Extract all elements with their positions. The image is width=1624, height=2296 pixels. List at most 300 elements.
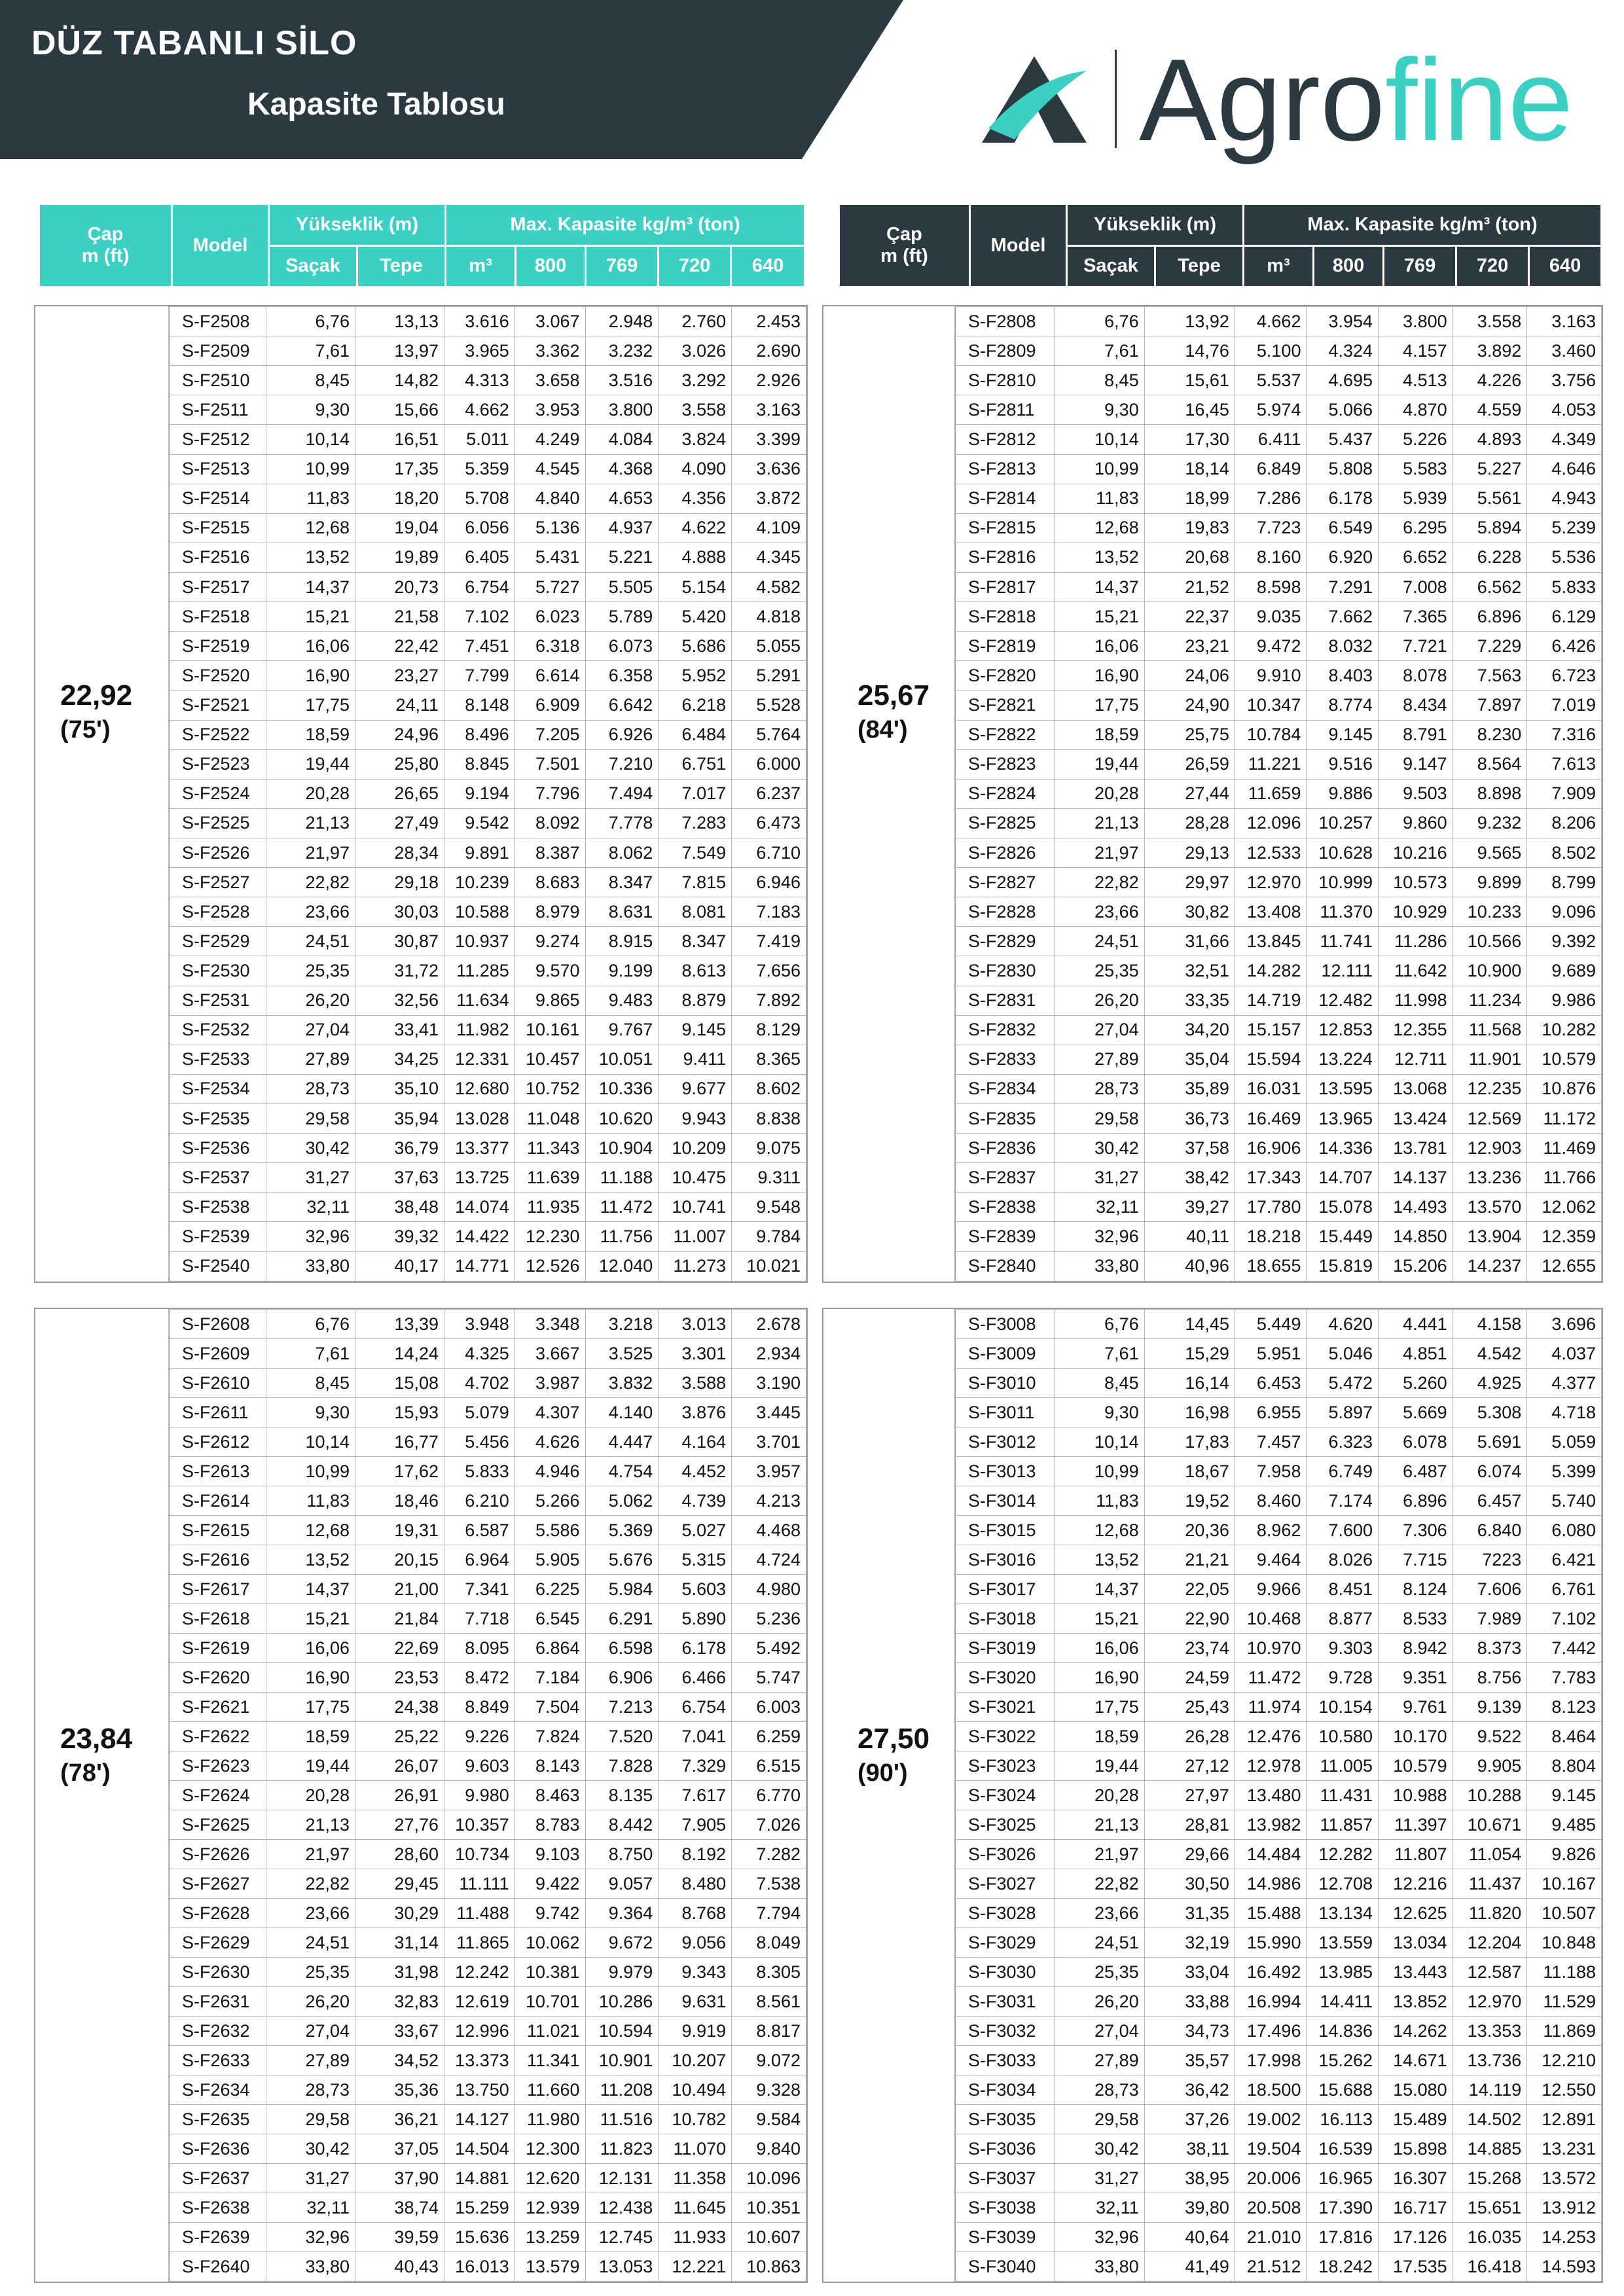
table-row: [169, 1545, 806, 1575]
value-cell: 11.756: [585, 1222, 659, 1251]
model-cell: S-F2521: [169, 691, 266, 720]
table-row: [955, 1222, 1602, 1251]
model-cell: S-F3035: [955, 2105, 1055, 2134]
value-cell: 9.422: [514, 1869, 585, 1899]
value-cell: 4.937: [585, 513, 659, 543]
model-cell: S-F2832: [955, 1015, 1055, 1045]
value-cell: 38,74: [355, 2193, 444, 2223]
value-cell: 11.488: [444, 1899, 515, 1928]
value-cell: 6.318: [514, 632, 585, 661]
value-cell: 7,61: [266, 1339, 355, 1369]
value-cell: 6.946: [732, 868, 806, 897]
value-cell: 10.257: [1307, 808, 1379, 838]
value-cell: 12.526: [514, 1251, 585, 1282]
value-cell: 8.502: [1527, 838, 1602, 867]
value-cell: 21,84: [355, 1604, 444, 1634]
value-cell: 4.739: [659, 1486, 732, 1516]
value-cell: 5.897: [1307, 1398, 1379, 1427]
value-cell: 9.677: [659, 1074, 732, 1103]
header-640: 640: [1529, 245, 1602, 287]
table-row: [955, 1398, 1602, 1427]
value-cell: 5.308: [1453, 1398, 1527, 1427]
table-row: [169, 2252, 806, 2282]
header-800: 800: [516, 245, 586, 287]
value-cell: 13.068: [1379, 1074, 1453, 1103]
value-cell: 36,79: [355, 1134, 444, 1163]
value-cell: 5.046: [1307, 1339, 1379, 1369]
value-cell: 9.139: [1453, 1693, 1527, 1722]
value-cell: 9.485: [1527, 1810, 1602, 1840]
value-cell: 10.863: [732, 2252, 806, 2282]
value-cell: 28,81: [1144, 1810, 1235, 1840]
value-cell: 5.260: [1379, 1369, 1453, 1398]
value-cell: 11.568: [1453, 1015, 1527, 1045]
value-cell: 25,35: [1054, 956, 1144, 986]
value-cell: 8.564: [1453, 749, 1527, 779]
value-cell: 6.549: [1307, 513, 1379, 543]
value-cell: 3.658: [514, 366, 585, 395]
value-cell: 35,10: [355, 1074, 444, 1103]
value-cell: 27,76: [355, 1810, 444, 1840]
value-cell: 25,22: [355, 1722, 444, 1751]
value-cell: 16,06: [266, 632, 355, 661]
value-cell: 11.529: [1527, 1987, 1602, 2017]
value-cell: 11.974: [1235, 1693, 1307, 1722]
value-cell: 8.387: [514, 838, 585, 867]
value-cell: 3.460: [1527, 336, 1602, 366]
header-640: 640: [731, 245, 805, 287]
value-cell: 31,98: [355, 1958, 444, 1987]
value-cell: 11.286: [1379, 927, 1453, 956]
value-cell: 6,76: [1054, 1310, 1144, 1339]
value-cell: 38,11: [1144, 2134, 1235, 2164]
value-cell: 3.558: [659, 395, 732, 425]
diameter-ft: (90'): [857, 1759, 908, 1787]
value-cell: 15.268: [1453, 2164, 1527, 2193]
value-cell: 10.701: [514, 1987, 585, 2017]
value-cell: 9.826: [1527, 1840, 1602, 1869]
value-cell: 6.920: [1307, 543, 1379, 572]
value-cell: 8.373: [1453, 1634, 1527, 1663]
value-cell: 17,62: [355, 1457, 444, 1486]
value-cell: 8.613: [659, 956, 732, 986]
value-cell: 24,06: [1144, 661, 1235, 691]
value-cell: 18.242: [1307, 2252, 1379, 2282]
table-row: [169, 366, 806, 395]
model-cell: S-F3024: [955, 1781, 1055, 1810]
value-cell: 33,80: [266, 2252, 355, 2282]
model-cell: S-F3011: [955, 1398, 1055, 1427]
value-cell: 11.341: [514, 2046, 585, 2075]
value-cell: 27,49: [355, 808, 444, 838]
value-cell: 11.048: [514, 1103, 585, 1133]
model-cell: S-F2815: [955, 513, 1055, 543]
value-cell: 6.259: [732, 1722, 806, 1751]
value-cell: 4.109: [732, 513, 806, 543]
value-cell: 9.966: [1235, 1575, 1307, 1604]
value-cell: 8.464: [1527, 1722, 1602, 1751]
model-cell: S-F2619: [169, 1634, 266, 1663]
value-cell: 13.725: [444, 1163, 515, 1193]
value-cell: 5.583: [1379, 454, 1453, 484]
model-cell: S-F2640: [169, 2252, 266, 2282]
table-row: [169, 691, 806, 720]
value-cell: 5.291: [732, 661, 806, 691]
value-cell: 4.226: [1453, 366, 1527, 395]
value-cell: 11.358: [659, 2164, 732, 2193]
model-cell: S-F2837: [955, 1163, 1055, 1193]
value-cell: 14,37: [1054, 1575, 1144, 1604]
diameter-m: 22,92: [60, 679, 133, 711]
value-cell: 12.242: [444, 1958, 515, 1987]
value-cell: 11.472: [1235, 1663, 1307, 1693]
model-cell: S-F2531: [169, 986, 266, 1015]
value-cell: 9.689: [1527, 956, 1602, 986]
value-cell: 24,96: [355, 720, 444, 749]
table-row: [955, 2046, 1602, 2075]
value-cell: 10,14: [1054, 1427, 1144, 1457]
value-cell: 8.768: [659, 1899, 732, 1928]
table-row: [955, 1869, 1602, 1899]
value-cell: 9.199: [585, 956, 659, 986]
value-cell: 15.636: [444, 2223, 515, 2252]
value-cell: 26,20: [1054, 986, 1144, 1015]
value-cell: 8.756: [1453, 1663, 1527, 1693]
value-cell: 8.496: [444, 720, 515, 749]
value-cell: 4.368: [585, 454, 659, 484]
value-cell: 9.194: [444, 779, 515, 808]
value-cell: 21,00: [355, 1575, 444, 1604]
diameter-cell: [823, 306, 956, 1282]
value-cell: 11.397: [1379, 1810, 1453, 1840]
diameter-cell: [823, 1309, 956, 2282]
value-cell: 10.021: [732, 1251, 806, 1282]
value-cell: 20,28: [1054, 779, 1144, 808]
value-cell: 14.836: [1307, 2017, 1379, 2046]
value-cell: 6.466: [659, 1663, 732, 1693]
value-cell: 6.770: [732, 1781, 806, 1810]
header-capacity: Max. Kapasite kg/m³ (ton): [1244, 204, 1602, 246]
table-row: [955, 1457, 1602, 1486]
value-cell: 28,73: [266, 1074, 355, 1103]
value-cell: 6.906: [585, 1663, 659, 1693]
model-cell: S-F3039: [955, 2223, 1055, 2252]
value-cell: 6.295: [1379, 513, 1453, 543]
table-row: [955, 1045, 1602, 1074]
value-cell: 37,26: [1144, 2105, 1235, 2134]
value-cell: 27,04: [266, 1015, 355, 1045]
table-row: [955, 632, 1602, 661]
model-cell: S-F3008: [955, 1310, 1055, 1339]
value-cell: 9,30: [266, 395, 355, 425]
model-cell: S-F2617: [169, 1575, 266, 1604]
value-cell: 7.662: [1307, 602, 1379, 632]
value-cell: 6.642: [585, 691, 659, 720]
value-cell: 7.721: [1379, 632, 1453, 661]
value-cell: 3.616: [444, 307, 515, 336]
value-cell: 8.533: [1379, 1604, 1453, 1634]
value-cell: 3.824: [659, 425, 732, 454]
value-cell: 8.206: [1527, 808, 1602, 838]
value-cell: 28,28: [1144, 808, 1235, 838]
value-cell: 7.283: [659, 808, 732, 838]
value-cell: 28,60: [355, 1840, 444, 1869]
value-cell: 22,90: [1144, 1604, 1235, 1634]
value-cell: 8.062: [585, 838, 659, 867]
table-row: [955, 307, 1602, 336]
value-cell: 5.079: [444, 1398, 515, 1427]
value-cell: 17.998: [1235, 2046, 1307, 2075]
value-cell: 13.572: [1527, 2164, 1602, 2193]
value-cell: 10,14: [1054, 425, 1144, 454]
table-row: [169, 1987, 806, 2017]
value-cell: 30,50: [1144, 1869, 1235, 1899]
value-cell: 2.453: [732, 307, 806, 336]
value-cell: 5.727: [514, 572, 585, 601]
model-cell: S-F3031: [955, 1987, 1055, 2017]
model-cell: S-F3015: [955, 1516, 1055, 1545]
value-cell: 7.606: [1453, 1575, 1527, 1604]
value-cell: 6.358: [585, 661, 659, 691]
value-cell: 6.545: [514, 1604, 585, 1634]
model-cell: S-F3038: [955, 2193, 1055, 2223]
value-cell: 3.516: [585, 366, 659, 395]
model-cell: S-F2509: [169, 336, 266, 366]
value-cell: 11.188: [1527, 1958, 1602, 1987]
value-cell: 19.504: [1235, 2134, 1307, 2164]
model-cell: S-F2838: [955, 1193, 1055, 1222]
value-cell: 23,74: [1144, 1634, 1235, 1663]
value-cell: 30,42: [266, 1134, 355, 1163]
value-cell: 26,59: [1144, 749, 1235, 779]
value-cell: 23,66: [266, 897, 355, 927]
value-cell: 28,73: [266, 2075, 355, 2105]
value-cell: 5.740: [1527, 1486, 1602, 1516]
value-cell: 10.051: [585, 1045, 659, 1074]
value-cell: 11.980: [514, 2105, 585, 2134]
value-cell: 13.053: [585, 2252, 659, 2282]
value-cell: 8.879: [659, 986, 732, 1015]
value-cell: 26,28: [1144, 1722, 1235, 1751]
value-cell: 12.111: [1307, 956, 1379, 986]
value-cell: 5.984: [585, 1575, 659, 1604]
value-cell: 15.449: [1307, 1222, 1379, 1251]
value-cell: 16,90: [1054, 1663, 1144, 1693]
value-cell: 10.573: [1379, 868, 1453, 897]
diameter-ft: (75'): [60, 716, 111, 744]
value-cell: 10,99: [266, 1457, 355, 1486]
table-row: [169, 572, 806, 601]
value-cell: 6.587: [444, 1516, 515, 1545]
value-cell: 10.579: [1379, 1751, 1453, 1781]
value-cell: 10.357: [444, 1810, 515, 1840]
model-cell: S-F2608: [169, 1310, 266, 1339]
value-cell: 19,44: [1054, 749, 1144, 779]
value-cell: 14.671: [1379, 2046, 1453, 2075]
value-cell: 10.848: [1527, 1928, 1602, 1958]
value-cell: 6.080: [1527, 1516, 1602, 1545]
value-cell: 6.228: [1453, 543, 1527, 572]
value-cell: 5.747: [732, 1663, 806, 1693]
model-cell: S-F2822: [955, 720, 1055, 749]
model-cell: S-F3018: [955, 1604, 1055, 1634]
value-cell: 3.232: [585, 336, 659, 366]
value-cell: 9.761: [1379, 1693, 1453, 1722]
value-cell: 9.979: [585, 1958, 659, 1987]
value-cell: 10.752: [514, 1074, 585, 1103]
table-row: [955, 1634, 1602, 1663]
value-cell: 17,30: [1144, 425, 1235, 454]
value-cell: 9.886: [1307, 779, 1379, 808]
value-cell: 13.736: [1453, 2046, 1527, 2075]
model-cell: S-F2626: [169, 1840, 266, 1869]
value-cell: 12,68: [1054, 513, 1144, 543]
value-cell: 3.292: [659, 366, 732, 395]
value-cell: 30,42: [1054, 2134, 1144, 2164]
table-row: [955, 1310, 1602, 1339]
value-cell: 11.642: [1379, 956, 1453, 986]
value-cell: 6.749: [1307, 1457, 1379, 1486]
value-cell: 7.617: [659, 1781, 732, 1810]
value-cell: 32,11: [1054, 2193, 1144, 2223]
model-cell: S-F2520: [169, 661, 266, 691]
table-row: [169, 986, 806, 1015]
value-cell: 8.451: [1307, 1575, 1379, 1604]
model-cell: S-F2639: [169, 2223, 266, 2252]
table-row: [169, 779, 806, 808]
value-cell: 16.113: [1307, 2105, 1379, 2134]
value-cell: 17.390: [1307, 2193, 1379, 2223]
table-row: [169, 661, 806, 691]
value-cell: 31,27: [266, 2164, 355, 2193]
value-cell: 10.900: [1453, 956, 1527, 986]
value-cell: 10.607: [732, 2223, 806, 2252]
header-769: 769: [586, 245, 659, 287]
value-cell: 4.818: [732, 602, 806, 632]
value-cell: 8.631: [585, 897, 659, 927]
model-cell: S-F2812: [955, 425, 1055, 454]
value-cell: 25,35: [266, 1958, 355, 1987]
model-cell: S-F2532: [169, 1015, 266, 1045]
value-cell: 20.508: [1235, 2193, 1307, 2223]
value-cell: 13.224: [1307, 1045, 1379, 1074]
value-cell: 13.595: [1307, 1074, 1379, 1103]
value-cell: 8.347: [585, 868, 659, 897]
value-cell: 29,58: [266, 1103, 355, 1133]
value-cell: 10.588: [444, 897, 515, 927]
value-cell: 11.234: [1453, 986, 1527, 1015]
table-row: [169, 395, 806, 425]
value-cell: 37,63: [355, 1163, 444, 1193]
value-cell: 7.183: [732, 897, 806, 927]
value-cell: 5.472: [1307, 1369, 1379, 1398]
value-cell: 16,90: [266, 1663, 355, 1693]
value-cell: 6.896: [1379, 1486, 1453, 1516]
table-row: [169, 1251, 806, 1282]
model-cell: S-F2833: [955, 1045, 1055, 1074]
value-cell: 3.525: [585, 1339, 659, 1369]
value-cell: 9.891: [444, 838, 515, 867]
value-cell: 9.057: [585, 1869, 659, 1899]
value-cell: 15.489: [1379, 2105, 1453, 2134]
value-cell: 25,35: [266, 956, 355, 986]
value-cell: 11,83: [266, 1486, 355, 1516]
value-cell: 9.483: [585, 986, 659, 1015]
value-cell: 31,27: [1054, 1163, 1144, 1193]
value-cell: 3.800: [1379, 307, 1453, 336]
value-cell: 12,68: [266, 513, 355, 543]
table-row: [955, 1751, 1602, 1781]
value-cell: 24,38: [355, 1693, 444, 1722]
value-cell: 3.163: [1527, 307, 1602, 336]
table-row: [169, 1427, 806, 1457]
table-row: [169, 1899, 806, 1928]
value-cell: 17.780: [1235, 1193, 1307, 1222]
value-cell: 16.418: [1453, 2252, 1527, 2282]
value-cell: 30,87: [355, 927, 444, 956]
model-cell: S-F2824: [955, 779, 1055, 808]
value-cell: 11.660: [514, 2075, 585, 2105]
value-cell: 13.781: [1379, 1134, 1453, 1163]
table-row: [955, 1722, 1602, 1751]
value-cell: 25,75: [1144, 720, 1235, 749]
value-cell: 6.074: [1453, 1457, 1527, 1486]
value-cell: 35,94: [355, 1103, 444, 1133]
model-cell: S-F3019: [955, 1634, 1055, 1663]
value-cell: 6,76: [266, 307, 355, 336]
value-cell: 31,66: [1144, 927, 1235, 956]
value-cell: 11,83: [1054, 1486, 1144, 1516]
value-cell: 23,27: [355, 661, 444, 691]
value-cell: 14.707: [1307, 1163, 1379, 1193]
value-cell: 14.262: [1379, 2017, 1453, 2046]
value-cell: 7.210: [585, 749, 659, 779]
value-cell: 5.890: [659, 1604, 732, 1634]
table-row: [955, 1339, 1602, 1369]
table-row: [169, 1339, 806, 1369]
value-cell: 2.934: [732, 1339, 806, 1369]
value-cell: 7.538: [732, 1869, 806, 1899]
value-cell: 39,59: [355, 2223, 444, 2252]
value-cell: 31,27: [1054, 2164, 1144, 2193]
value-cell: 15.688: [1307, 2075, 1379, 2105]
value-cell: 4.851: [1379, 1339, 1453, 1369]
value-cell: 17,75: [266, 691, 355, 720]
model-cell: S-F2634: [169, 2075, 266, 2105]
value-cell: 6.225: [514, 1575, 585, 1604]
value-cell: 5.059: [1527, 1427, 1602, 1457]
table-row: [955, 749, 1602, 779]
value-cell: 14,37: [266, 1575, 355, 1604]
value-cell: 16.717: [1379, 2193, 1453, 2223]
value-cell: 17,75: [1054, 1693, 1144, 1722]
model-cell: S-F2620: [169, 1663, 266, 1693]
value-cell: 3.301: [659, 1339, 732, 1369]
value-cell: 7.520: [585, 1722, 659, 1751]
value-cell: 35,89: [1144, 1074, 1235, 1103]
value-cell: 13.034: [1379, 1928, 1453, 1958]
logo-wordmark: [1139, 35, 1573, 165]
value-cell: 7.715: [1379, 1545, 1453, 1575]
table-row: [169, 602, 806, 632]
value-cell: 15.898: [1379, 2134, 1453, 2164]
table-row: [955, 395, 1602, 425]
model-cell: S-F2840: [955, 1251, 1055, 1282]
model-cell: S-F2809: [955, 336, 1055, 366]
value-cell: 10,14: [266, 425, 355, 454]
value-cell: 18,99: [1144, 484, 1235, 513]
value-cell: 4.946: [514, 1457, 585, 1486]
